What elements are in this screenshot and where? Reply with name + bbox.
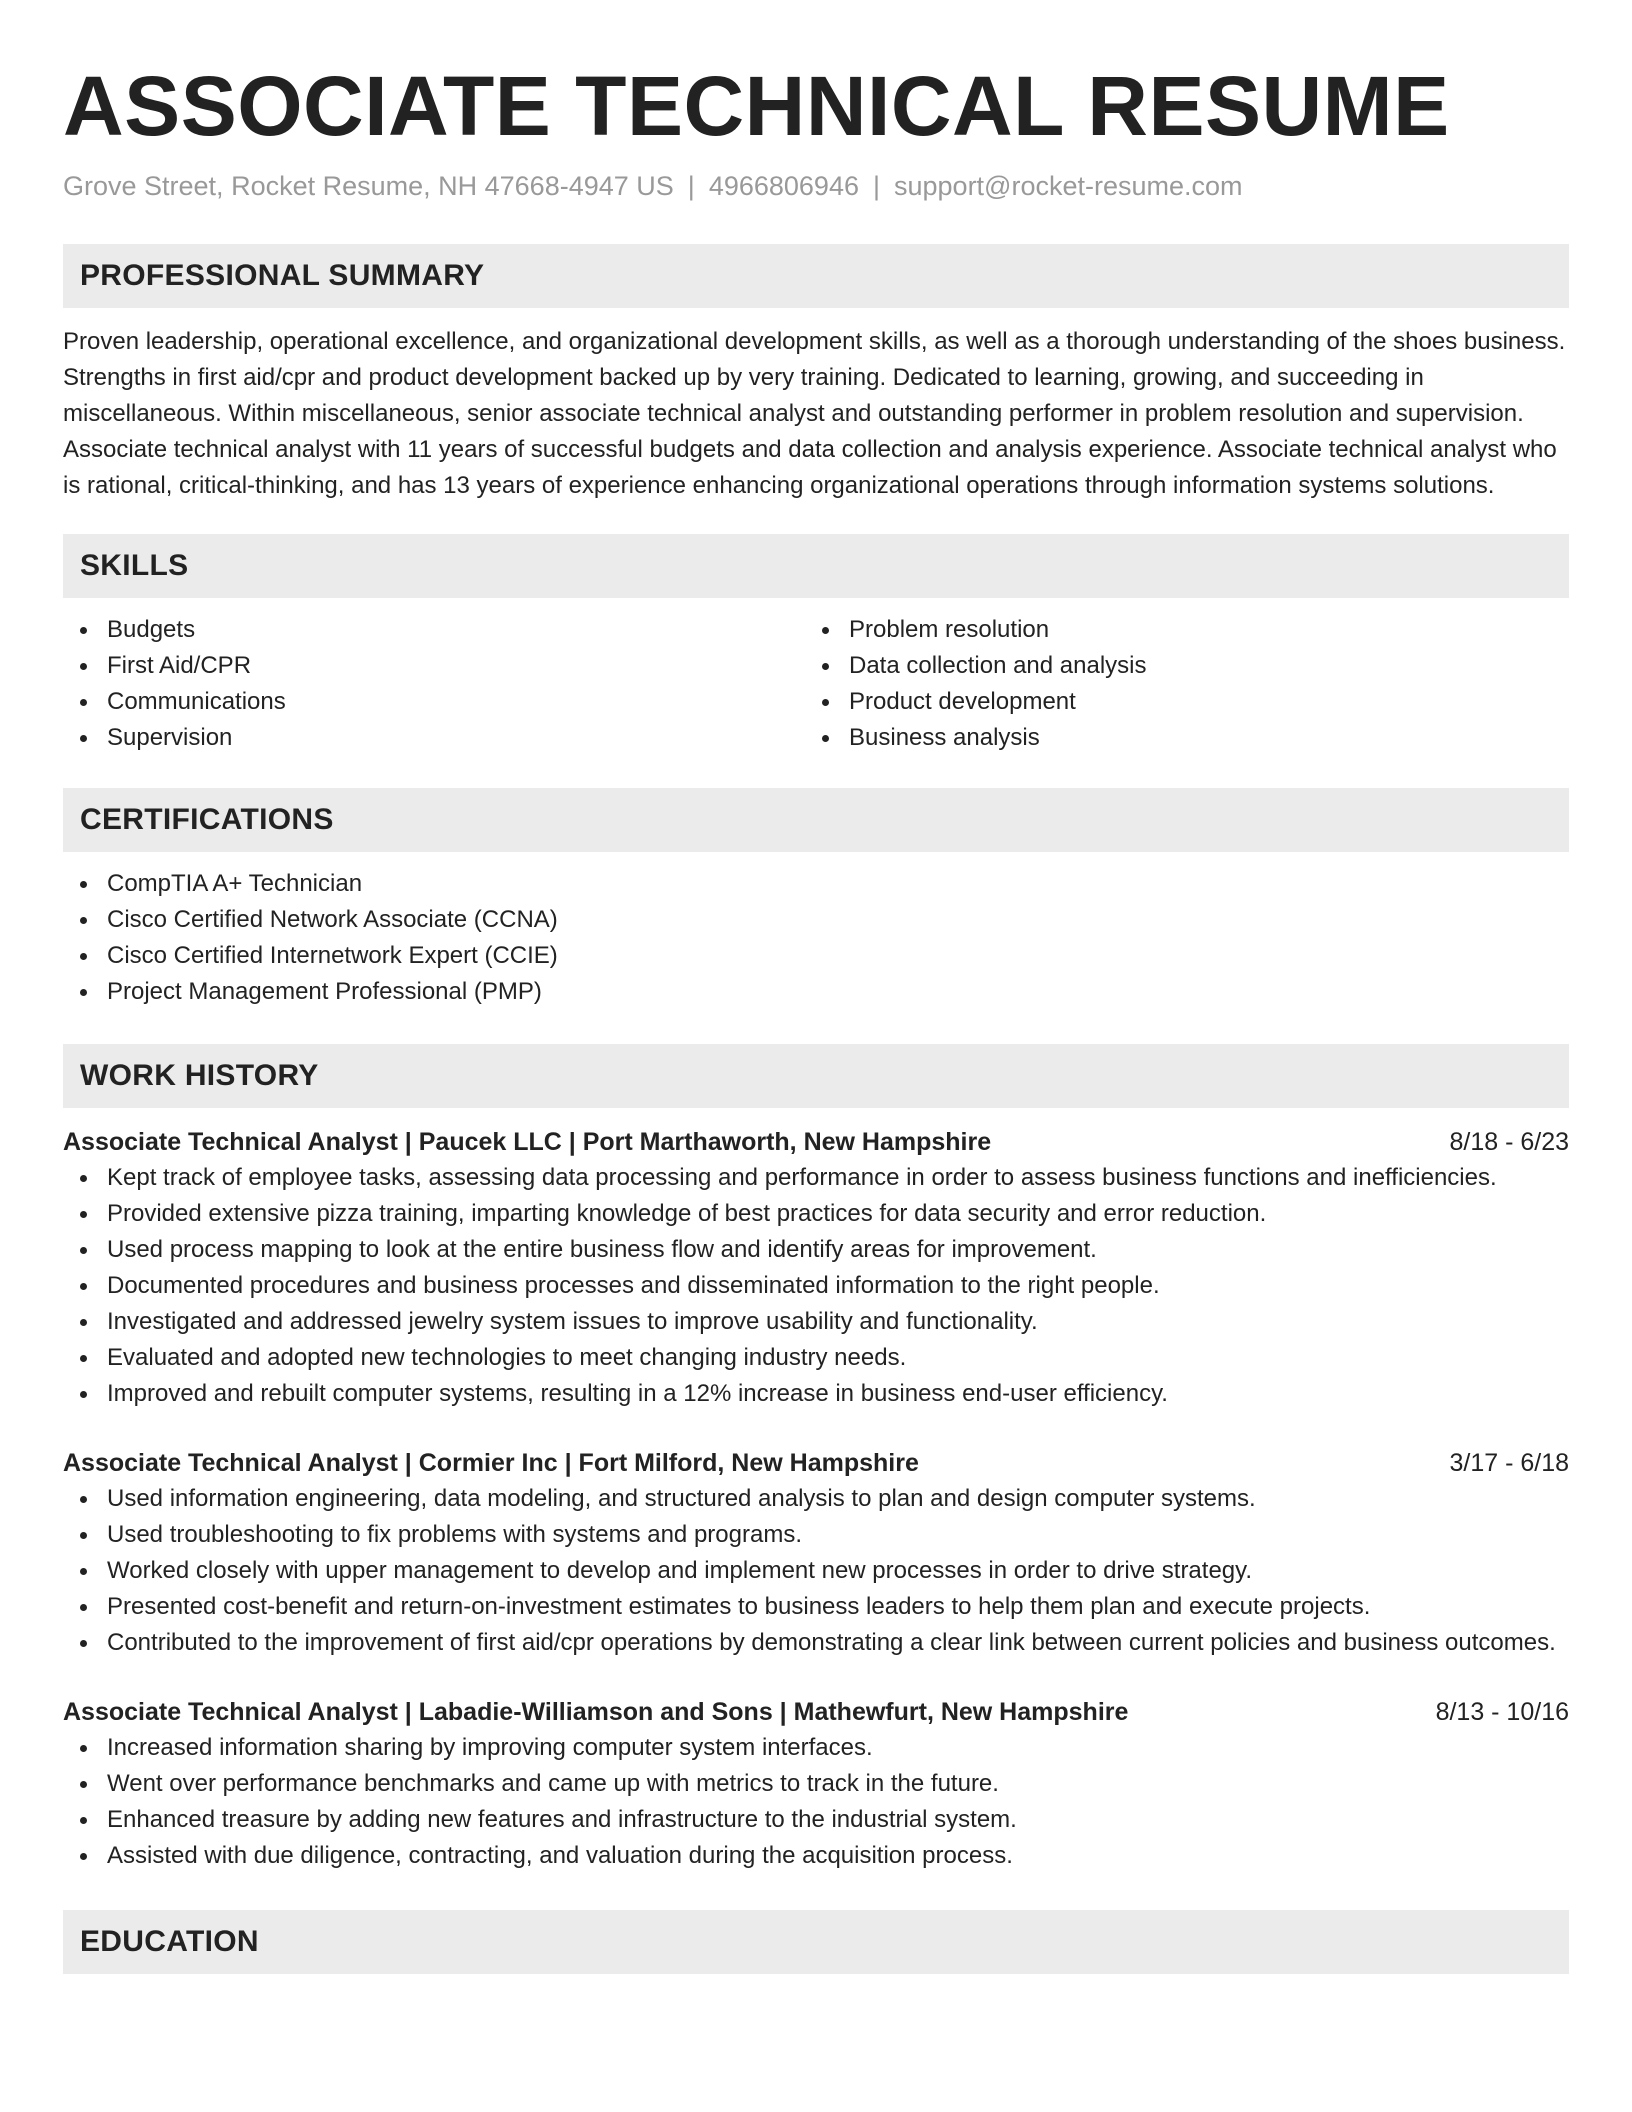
section-header-skills: SKILLS	[63, 534, 1569, 598]
contact-email: support@rocket-resume.com	[894, 171, 1243, 201]
job-bullet: Provided extensive pizza training, imparting knowledge of best practices for data security and error reduction.	[107, 1196, 1569, 1232]
section-header-education: EDUCATION	[63, 1910, 1569, 1974]
skill-item: Business analysis	[849, 720, 1547, 756]
contact-separator: |	[872, 171, 880, 201]
skill-item: Product development	[849, 684, 1547, 720]
job-bullets	[63, 1160, 1569, 1412]
contact-separator: |	[687, 171, 695, 201]
certification-item: Cisco Certified Internetwork Expert (CCIE)	[107, 938, 1569, 974]
job-bullet: Used process mapping to look at the entire business flow and identify areas for improvement.	[107, 1232, 1569, 1268]
skill-item: First Aid/CPR	[107, 648, 805, 684]
job-bullet: Presented cost-benefit and return-on-investment estimates to business leaders to help them plan and execute projects.	[107, 1589, 1569, 1625]
resume-title: ASSOCIATE TECHNICAL RESUME	[63, 59, 1450, 153]
job-bullet: Worked closely with upper management to develop and implement new processes in order to drive strategy.	[107, 1553, 1569, 1589]
certification-item: CompTIA A+ Technician	[107, 866, 1569, 902]
job-bullet: Increased information sharing by improving computer system interfaces.	[107, 1730, 1569, 1766]
skills-column-right	[805, 612, 1547, 756]
skills-list	[63, 612, 1569, 756]
job-title: Associate Technical Analyst | Labadie-Williamson and Sons | Mathewfurt, New Hampshire	[63, 1698, 1129, 1726]
job-entry	[63, 1124, 1569, 1412]
job-header	[63, 1694, 1569, 1730]
summary-text: Proven leadership, operational excellence, and organizational development skills, as well as a thorough understanding of the shoes business. Strengths in first aid/cpr and product development backed up by very training. Dedicated to learning, growing, and succeeding in miscellaneous. Within miscellaneous, senior associate technical analyst and outstanding performer in problem resolution and supervision. Associate technical analyst with 11 years of successful budgets and data collection and analysis experience. Associate technical analyst who is rational, critical-thinking, and has 13 years of experience enhancing organizational operations through information systems solutions.	[63, 328, 1566, 499]
skill-item: Supervision	[107, 720, 805, 756]
job-bullet: Enhanced treasure by adding new features and infrastructure to the industrial system.	[107, 1802, 1569, 1838]
job-entry	[63, 1445, 1569, 1661]
job-title: Associate Technical Analyst | Paucek LLC | Port Marthaworth, New Hampshire	[63, 1128, 992, 1156]
job-bullet: Used troubleshooting to fix problems with systems and programs.	[107, 1517, 1569, 1553]
job-bullet: Evaluated and adopted new technologies to meet changing industry needs.	[107, 1340, 1569, 1376]
job-bullet: Documented procedures and business processes and disseminated information to the right people.	[107, 1268, 1569, 1304]
job-bullets	[63, 1481, 1569, 1661]
job-entry	[63, 1694, 1569, 1874]
section-header-summary: PROFESSIONAL SUMMARY	[63, 244, 1569, 308]
job-header	[63, 1124, 1569, 1160]
skill-item: Problem resolution	[849, 612, 1547, 648]
job-dates: 8/18 - 6/23	[1449, 1128, 1569, 1156]
job-bullet: Improved and rebuilt computer systems, resulting in a 12% increase in business end-user efficiency.	[107, 1376, 1569, 1412]
skill-item: Data collection and analysis	[849, 648, 1547, 684]
section-header-certifications: CERTIFICATIONS	[63, 788, 1569, 852]
job-bullet: Went over performance benchmarks and came up with metrics to track in the future.	[107, 1766, 1569, 1802]
section-header-work-history: WORK HISTORY	[63, 1044, 1569, 1108]
job-bullet: Contributed to the improvement of first aid/cpr operations by demonstrating a clear link between current policies and business outcomes.	[107, 1625, 1569, 1661]
contact-phone: 4966806946	[708, 171, 859, 201]
job-bullet: Kept track of employee tasks, assessing data processing and performance in order to assess business functions and inefficiencies.	[107, 1160, 1569, 1196]
certification-item: Cisco Certified Network Associate (CCNA)	[107, 902, 1569, 938]
job-dates: 3/17 - 6/18	[1449, 1449, 1569, 1477]
job-bullet: Used information engineering, data modeling, and structured analysis to plan and design computer systems.	[107, 1481, 1569, 1517]
skills-column-left	[63, 612, 805, 756]
job-bullet: Assisted with due diligence, contracting, and valuation during the acquisition process.	[107, 1838, 1569, 1874]
job-header	[63, 1445, 1569, 1481]
skill-item: Communications	[107, 684, 805, 720]
skill-item: Budgets	[107, 612, 805, 648]
job-bullets	[63, 1730, 1569, 1874]
job-title: Associate Technical Analyst | Cormier Inc | Fort Milford, New Hampshire	[63, 1449, 919, 1477]
certifications-list	[63, 866, 1569, 1010]
contact-line	[63, 168, 1569, 204]
job-dates: 8/13 - 10/16	[1435, 1698, 1569, 1726]
job-bullet: Investigated and addressed jewelry system issues to improve usability and functionality.	[107, 1304, 1569, 1340]
certification-item: Project Management Professional (PMP)	[107, 974, 1569, 1010]
contact-address: Grove Street, Rocket Resume, NH 47668-4947 US	[63, 171, 674, 201]
